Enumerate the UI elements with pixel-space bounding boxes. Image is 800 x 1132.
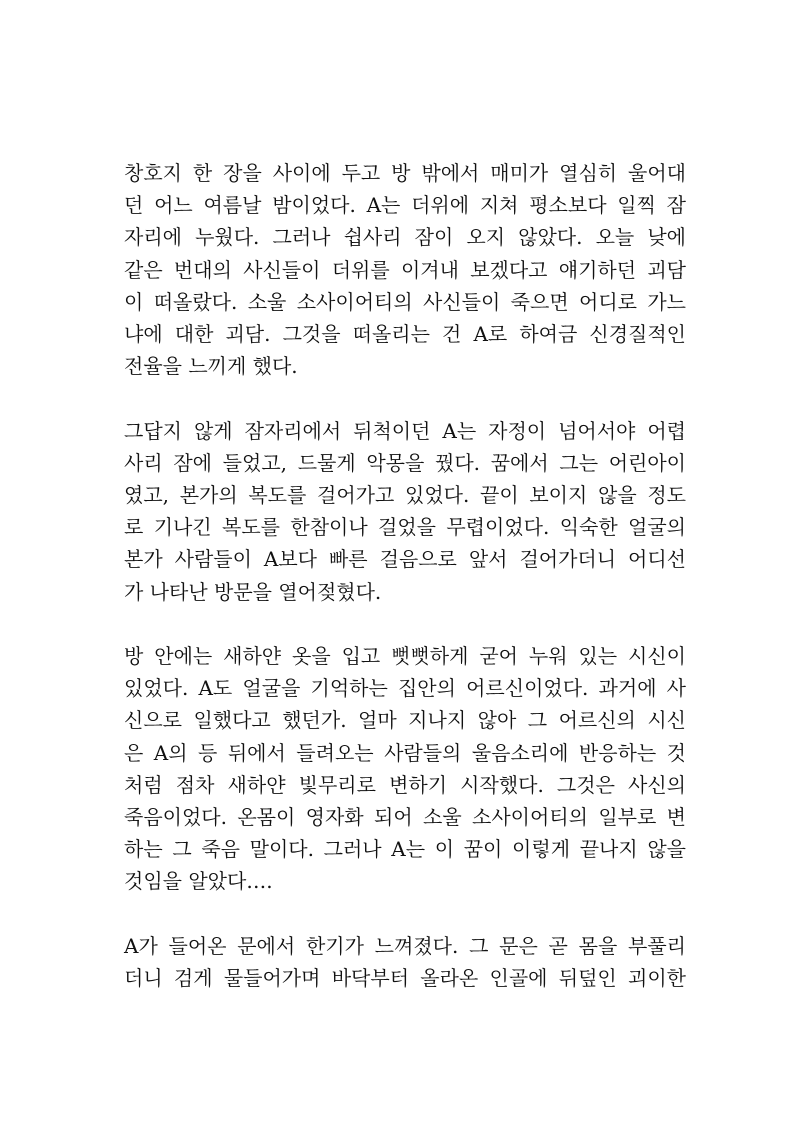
- text-line: 처럼 점차 새하얀 빛무리로 변하기 시작했다. 그것은 사신의: [124, 772, 686, 797]
- text-line: 던 어느 여름날 밤이었다. A는 더위에 지쳐 평소보다 일찍 잠: [124, 193, 686, 218]
- text-line: A가 들어온 문에서 한기가 느껴졌다. 그 문은 곧 몸을 부풀리: [124, 933, 686, 958]
- text-line: 창호지 한 장을 사이에 두고 방 밖에서 매미가 열심히 울어대: [124, 161, 686, 185]
- text-line: 신으로 일했다고 했던가. 얼마 지나지 않아 그 어르신의 시신: [124, 708, 686, 733]
- text-line: 냐에 대한 괴담. 그것을 떠올리는 건 A로 하여금 신경질적인: [124, 322, 686, 347]
- paragraph-1: [114, 157, 686, 382]
- text-line: 로 기나긴 복도를 한참이나 걸었을 무렵이었다. 익숙한 얼굴의: [124, 515, 686, 540]
- text-line: 였고, 본가의 복도를 걸어가고 있었다. 끝이 보이지 않을 정도: [124, 483, 686, 508]
- text-line: 더니 검게 물들어가며 바닥부터 올라온 인골에 뒤덮인 괴이한: [124, 966, 686, 991]
- text-line: 있었다. A도 얼굴을 기억하는 집안의 어르신이었다. 과거에 사: [124, 676, 686, 701]
- text-line: 가 나타난 방문을 열어젖혔다.: [124, 579, 382, 604]
- text-line: 죽음이었다. 온몸이 영자화 되어 소울 소사이어티의 일부로 변: [124, 805, 686, 830]
- paragraph-3: [114, 640, 686, 898]
- text-line: 이 떠올랐다. 소울 소사이어티의 사신들이 죽으면 어디로 가느: [124, 289, 686, 314]
- text-line: 은 A의 등 뒤에서 들려오는 사람들의 울음소리에 반응하는 것: [124, 740, 686, 765]
- text-line: 자리에 누웠다. 그러나 쉽사리 잠이 오지 않았다. 오늘 낮에: [124, 225, 686, 250]
- text-line: 사리 잠에 들었고, 드물게 악몽을 꿨다. 꿈에서 그는 어린아이: [124, 450, 686, 475]
- story-text: [114, 157, 686, 1026]
- paragraph-2: [114, 415, 686, 608]
- text-line: 같은 번대의 사신들이 더위를 이겨내 보겠다고 얘기하던 괴담: [124, 257, 686, 282]
- text-line: 그답지 않게 잠자리에서 뒤척이던 A는 자정이 넘어서야 어렵: [124, 418, 686, 443]
- text-line: 본가 사람들이 A보다 빠른 걸음으로 앞서 걸어가더니 어디선: [124, 547, 686, 572]
- paragraph-4: [114, 930, 686, 994]
- text-line: 것임을 알았다….: [124, 869, 273, 894]
- text-line: 방 안에는 새하얀 옷을 입고 뻣뻣하게 굳어 누워 있는 시신이: [124, 644, 686, 669]
- text-line: 하는 그 죽음 말이다. 그러나 A는 이 꿈이 이렇게 끝나지 않을: [124, 837, 686, 862]
- text-line: 전율을 느끼게 했다.: [124, 354, 298, 379]
